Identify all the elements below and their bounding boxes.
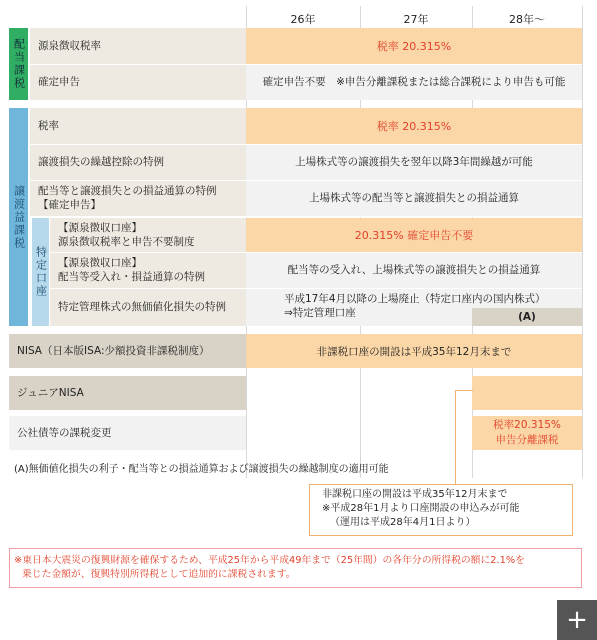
grid-line bbox=[582, 6, 583, 478]
transfer-rate-label bbox=[30, 108, 246, 144]
value-line: 税率20.315% bbox=[493, 419, 561, 431]
transfer-gains-tax-label: 譲渡益課税 bbox=[9, 108, 28, 326]
nisa-callout bbox=[309, 484, 573, 536]
reconstruction-tax-notice bbox=[9, 548, 582, 588]
value-line: 平成17年4月以降の上場廃止（特定口座内の国内株式） bbox=[284, 293, 546, 305]
row-label: 【源泉徴収口座】 bbox=[58, 222, 142, 234]
row-label: 譲渡損失の繰越控除の特例 bbox=[38, 156, 164, 168]
row-label: 【源泉徴収口座】 bbox=[58, 257, 142, 269]
row-label: 公社債等の課税変更 bbox=[17, 427, 112, 439]
value-line: 申告分離課税 bbox=[495, 434, 559, 446]
expand-button[interactable] bbox=[557, 600, 597, 640]
withholding-account-offset-label bbox=[50, 252, 246, 288]
specific-account-label: 特定口座 bbox=[32, 218, 49, 326]
row-label: 確定申告 bbox=[38, 76, 80, 88]
callout-connector bbox=[455, 390, 473, 486]
tax-return-label bbox=[30, 64, 246, 100]
row-label: 特定管理株式の無価値化損失の特例 bbox=[58, 301, 226, 313]
notice-line: 乗じた金額が、復興特別所得税として追加的に課税されます。 bbox=[22, 569, 296, 580]
footnote-a: (A)無価値化損失の利子・配当等との損益通算および譲渡損失の繰越制度の適用可能 bbox=[14, 464, 389, 475]
withholding-account-offset-value: 配当等の受入れ、上場株式等の譲渡損失との損益通算 bbox=[246, 252, 582, 288]
callout-line: （運用は平成28年4月1日より） bbox=[330, 517, 476, 528]
profit-loss-offset-label bbox=[30, 180, 246, 216]
row-label: 配当等と譲渡損失との損益通算の特例 bbox=[38, 185, 217, 197]
callout-line: 非課税口座の開設は平成35年12月末まで bbox=[322, 489, 508, 500]
callout-line: ※平成28年1月より口座開設の申込みが可能 bbox=[322, 503, 520, 514]
marker-a: (A) bbox=[472, 308, 582, 326]
year-header-26: 26年 bbox=[290, 13, 316, 26]
value-line: ⇒特定管理口座 bbox=[284, 307, 356, 319]
loss-carryforward-label bbox=[30, 144, 246, 180]
plus-icon: + bbox=[566, 605, 588, 635]
row-label-sub: 源泉徴収税率と申告不要制度 bbox=[58, 236, 195, 248]
loss-carryforward-value: 上場株式等の譲渡損失を翌年以降3年間繰越が可能 bbox=[246, 144, 582, 180]
row-label: ジュニアNISA bbox=[17, 387, 84, 399]
withholding-rate-label bbox=[30, 28, 246, 64]
year-header-28: 28年〜 bbox=[509, 13, 545, 26]
junior-nisa-label bbox=[9, 376, 246, 410]
withholding-account-rate-label bbox=[50, 218, 246, 252]
withholding-rate-value: 税率 20.315% bbox=[246, 28, 582, 64]
bond-tax-label bbox=[9, 416, 246, 450]
nisa-value: 非課税口座の開設は平成35年12月末まで bbox=[246, 334, 582, 368]
profit-loss-offset-value: 上場株式等の配当等と譲渡損失との損益通算 bbox=[246, 180, 582, 216]
row-label: NISA（日本版ISA:少額投資非課税制度） bbox=[17, 345, 210, 357]
dividend-tax-label: 配当課税 bbox=[9, 28, 28, 100]
tax-return-value: 確定申告不要 ※申告分離課税または総合課税により申告も可能 bbox=[246, 64, 582, 100]
bond-tax-value bbox=[472, 416, 582, 450]
row-label-sub: 【確定申告】 bbox=[38, 199, 101, 211]
year-header-27: 27年 bbox=[403, 13, 429, 26]
row-label: 税率 bbox=[38, 120, 59, 132]
row-label-sub: 配当等受入れ・損益通算の特例 bbox=[58, 271, 205, 283]
withholding-account-rate-value: 20.315% 確定申告不要 bbox=[246, 218, 582, 252]
junior-nisa-band bbox=[472, 376, 582, 410]
nisa-label bbox=[9, 334, 246, 368]
worthless-loss-label bbox=[50, 288, 246, 326]
transfer-rate-value: 税率 20.315% bbox=[246, 108, 582, 144]
notice-line: ※東日本大震災の復興財源を確保するため、平成25年から平成49年まで（25年間）の各年分の所得税の額に2.1%を bbox=[14, 555, 525, 566]
row-label: 源泉徴収税率 bbox=[38, 40, 101, 52]
